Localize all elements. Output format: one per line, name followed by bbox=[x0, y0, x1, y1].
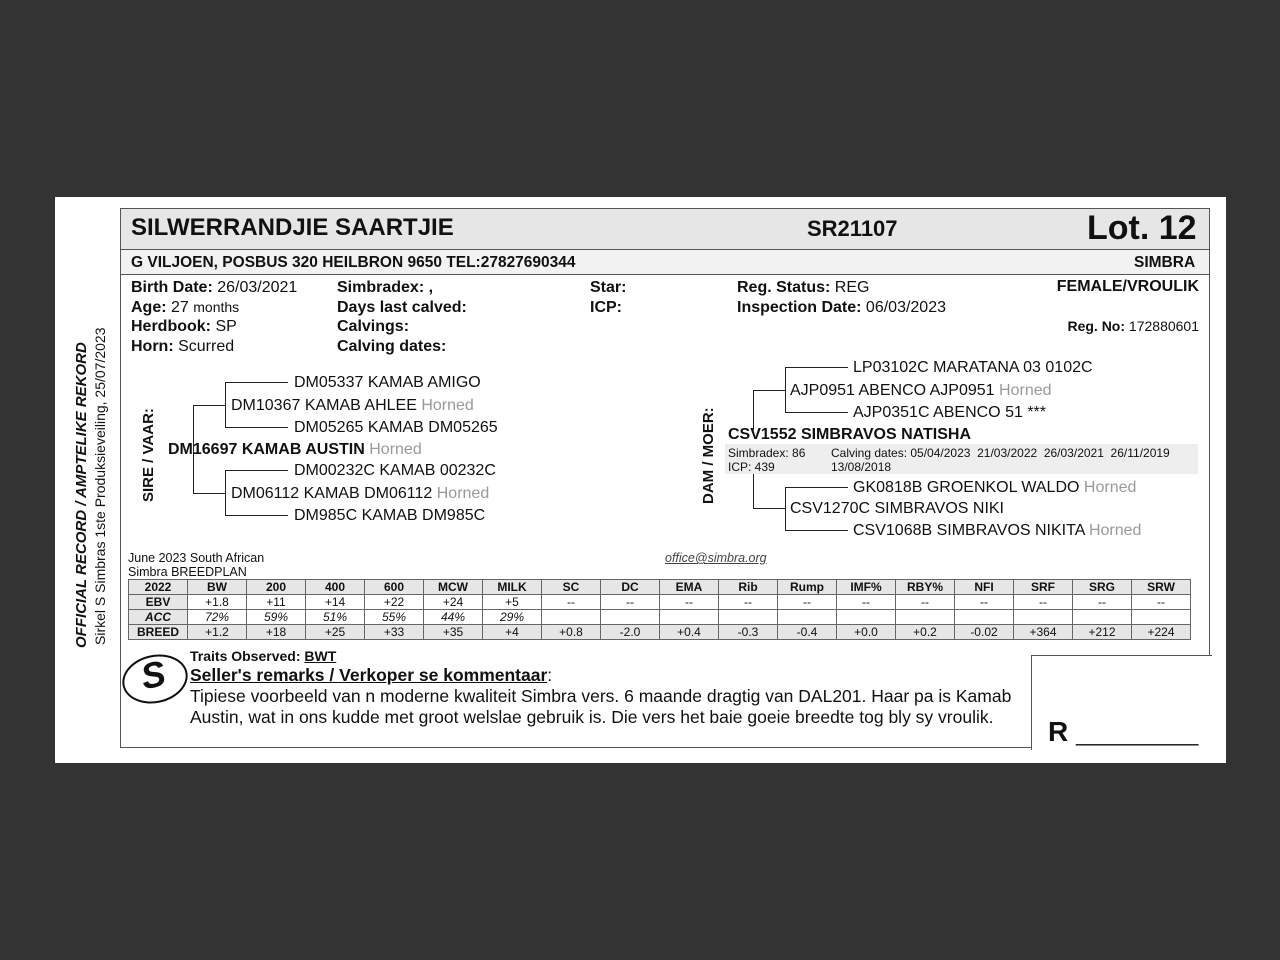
ebv-cell: IMF% bbox=[837, 580, 896, 595]
ebv-cell: -0.4 bbox=[778, 625, 837, 640]
sire-sire: DM10367 KAMAB AHLEE Horned bbox=[231, 397, 474, 414]
ebv-cell: EMA bbox=[660, 580, 719, 595]
dam-dam-dam: CSV1068B SIMBRAVOS NIKITA Horned bbox=[853, 522, 1142, 539]
dam-sire: AJP0951 ABENCO AJP0951 Horned bbox=[790, 382, 1052, 399]
sire-dam-dam: DM985C KAMAB DM985C bbox=[294, 507, 486, 524]
ebv-cell: +0.0 bbox=[837, 625, 896, 640]
dam-indexes: Simbradex: 86 ICP: 439 bbox=[728, 446, 806, 474]
ebv-cell: +35 bbox=[424, 625, 483, 640]
ebv-cell: -- bbox=[1132, 595, 1191, 610]
ebv-cell bbox=[896, 610, 955, 625]
ebv-cell: -0.02 bbox=[955, 625, 1014, 640]
breed-name: SIMBRA bbox=[1134, 254, 1196, 271]
row-label: ACC bbox=[129, 610, 188, 625]
ebv-cell: +0.8 bbox=[542, 625, 601, 640]
ebv-cell bbox=[719, 610, 778, 625]
dam-label: DAM / MOER: bbox=[700, 407, 717, 504]
details-col1: Birth Date: 26/03/2021 Age: 27 months Herdbook: SP Horn: Scurred bbox=[131, 279, 298, 355]
ebv-cell: -- bbox=[1073, 595, 1132, 610]
ebv-cell: +212 bbox=[1073, 625, 1132, 640]
sale-label: Sirkel S Simbras 1ste Produksieveiling, 25/07/2023 bbox=[92, 327, 108, 645]
ebv-cell: 600 bbox=[365, 580, 424, 595]
ebv-cell bbox=[1132, 610, 1191, 625]
ebv-cell: +5 bbox=[483, 595, 542, 610]
ebv-cell: SRF bbox=[1014, 580, 1073, 595]
ebv-cell: +24 bbox=[424, 595, 483, 610]
ebv-cell: +1.8 bbox=[188, 595, 247, 610]
reg-no: Reg. No: 172880601 bbox=[1067, 318, 1199, 334]
ebv-cell bbox=[955, 610, 1014, 625]
ebv-cell bbox=[601, 610, 660, 625]
ebv-cell: 29% bbox=[483, 610, 542, 625]
ebv-cell: +14 bbox=[306, 595, 365, 610]
ebv-cell: 51% bbox=[306, 610, 365, 625]
price-field[interactable]: R __________ bbox=[1048, 716, 1199, 747]
ebv-cell: +11 bbox=[247, 595, 306, 610]
ebv-cell: 44% bbox=[424, 610, 483, 625]
ebv-cell: +0.4 bbox=[660, 625, 719, 640]
dam-dam: CSV1270C SIMBRAVOS NIKI bbox=[790, 500, 1004, 517]
ebv-cell: -- bbox=[1014, 595, 1073, 610]
ebv-cell bbox=[1073, 610, 1132, 625]
email-link[interactable]: office@simbra.org bbox=[665, 551, 767, 565]
details-col4: Reg. Status: REG Inspection Date: 06/03/2023 bbox=[737, 279, 946, 316]
ebv-cell: SC bbox=[542, 580, 601, 595]
ebv-cell: -- bbox=[837, 595, 896, 610]
breedplan-label: June 2023 South African Simbra BREEDPLAN bbox=[128, 551, 265, 579]
ebv-cell: -- bbox=[896, 595, 955, 610]
ebv-header-row bbox=[129, 580, 1191, 595]
sire-label: SIRE / VAAR: bbox=[140, 408, 157, 502]
ebv-cell: RBY% bbox=[896, 580, 955, 595]
row-label: BREED bbox=[129, 625, 188, 640]
ebv-cell: +224 bbox=[1132, 625, 1191, 640]
ebv-cell: SRW bbox=[1132, 580, 1191, 595]
ebv-cell: 400 bbox=[306, 580, 365, 595]
ebv-cell: 200 bbox=[247, 580, 306, 595]
ebv-cell: NFI bbox=[955, 580, 1014, 595]
remarks-title: Seller's remarks / Verkoper se kommentaar: bbox=[190, 665, 553, 685]
ebv-cell: +25 bbox=[306, 625, 365, 640]
ebv-cell: +364 bbox=[1014, 625, 1073, 640]
ebv-cell: 72% bbox=[188, 610, 247, 625]
ebv-cell: +33 bbox=[365, 625, 424, 640]
ebv-cell: -- bbox=[955, 595, 1014, 610]
acc-row bbox=[129, 610, 1191, 625]
ebv-cell: -2.0 bbox=[601, 625, 660, 640]
ebv-cell: -- bbox=[719, 595, 778, 610]
dam-sire-sire: LP03102C MARATANA 03 0102C bbox=[853, 359, 1093, 376]
sex-label: FEMALE/VROULIK bbox=[1056, 278, 1199, 295]
row-label: 2022 bbox=[129, 580, 188, 595]
sire-dam: DM06112 KAMAB DM06112 Horned bbox=[231, 485, 490, 502]
reg-code: SR21107 bbox=[807, 216, 898, 241]
ebv-cell: SRG bbox=[1073, 580, 1132, 595]
ebv-table bbox=[128, 579, 1191, 640]
dam-sire-dam: AJP0351C ABENCO 51 *** bbox=[853, 404, 1046, 421]
ebv-cell: -- bbox=[778, 595, 837, 610]
simbra-logo: S bbox=[118, 649, 193, 710]
sire-name: DM16697 KAMAB AUSTIN Horned bbox=[168, 441, 422, 458]
ebv-cell: +4 bbox=[483, 625, 542, 640]
ebv-cell bbox=[778, 610, 837, 625]
remarks-text: Tipiese voorbeeld van n moderne kwaliteit Simbra vers. 6 maande dragtig van DAL201. Haar pa is Kamab Austin, wat in ons kudde met groot welslae gebruik is. Die vers het baie goeie breedte tog bly sy vroulik. bbox=[190, 686, 1012, 727]
ebv-row bbox=[129, 595, 1191, 610]
owner-address: G VILJOEN, POSBUS 320 HEILBRON 9650 TEL:27827690344 bbox=[131, 254, 576, 271]
animal-name: SILWERRANDJIE SAARTJIE bbox=[131, 214, 454, 241]
ebv-cell bbox=[542, 610, 601, 625]
ebv-cell: -0.3 bbox=[719, 625, 778, 640]
ebv-cell: 59% bbox=[247, 610, 306, 625]
ebv-cell: -- bbox=[601, 595, 660, 610]
ebv-cell: MCW bbox=[424, 580, 483, 595]
ebv-cell: Rib bbox=[719, 580, 778, 595]
ebv-cell: 55% bbox=[365, 610, 424, 625]
ebv-cell bbox=[1014, 610, 1073, 625]
ebv-cell: BW bbox=[188, 580, 247, 595]
ebv-cell bbox=[660, 610, 719, 625]
sire-sire-sire: DM05337 KAMAB AMIGO bbox=[294, 374, 481, 391]
ebv-cell: DC bbox=[601, 580, 660, 595]
dam-dam-sire: GK0818B GROENKOL WALDO Horned bbox=[853, 479, 1137, 496]
dam-calving-dates: Calving dates: 05/04/2023 21/03/2022 26/03/2021 26/11/2019 13/08/2018 bbox=[831, 446, 1170, 474]
lot-number: Lot. 12 bbox=[1087, 209, 1197, 247]
sire-sire-dam: DM05265 KAMAB DM05265 bbox=[294, 419, 498, 436]
ebv-cell: Rump bbox=[778, 580, 837, 595]
official-record-label: OFFICIAL RECORD / AMPTELIKE REKORD bbox=[73, 342, 90, 648]
traits-observed: Traits Observed: BWT bbox=[190, 648, 337, 664]
sire-dam-sire: DM00232C KAMAB 00232C bbox=[294, 462, 496, 479]
ebv-cell: +22 bbox=[365, 595, 424, 610]
breed-avg-row bbox=[129, 625, 1191, 640]
dam-name: CSV1552 SIMBRAVOS NATISHA bbox=[728, 426, 972, 443]
details-col3: Star: ICP: bbox=[590, 279, 627, 316]
ebv-cell: +0.2 bbox=[896, 625, 955, 640]
ebv-cell: MILK bbox=[483, 580, 542, 595]
ebv-cell: +18 bbox=[247, 625, 306, 640]
ebv-cell: -- bbox=[660, 595, 719, 610]
ebv-cell: -- bbox=[542, 595, 601, 610]
row-label: EBV bbox=[129, 595, 188, 610]
ebv-cell: +1.2 bbox=[188, 625, 247, 640]
details-col2: Simbradex: , Days last calved: Calvings: Calving dates: bbox=[337, 279, 467, 355]
ebv-cell bbox=[837, 610, 896, 625]
